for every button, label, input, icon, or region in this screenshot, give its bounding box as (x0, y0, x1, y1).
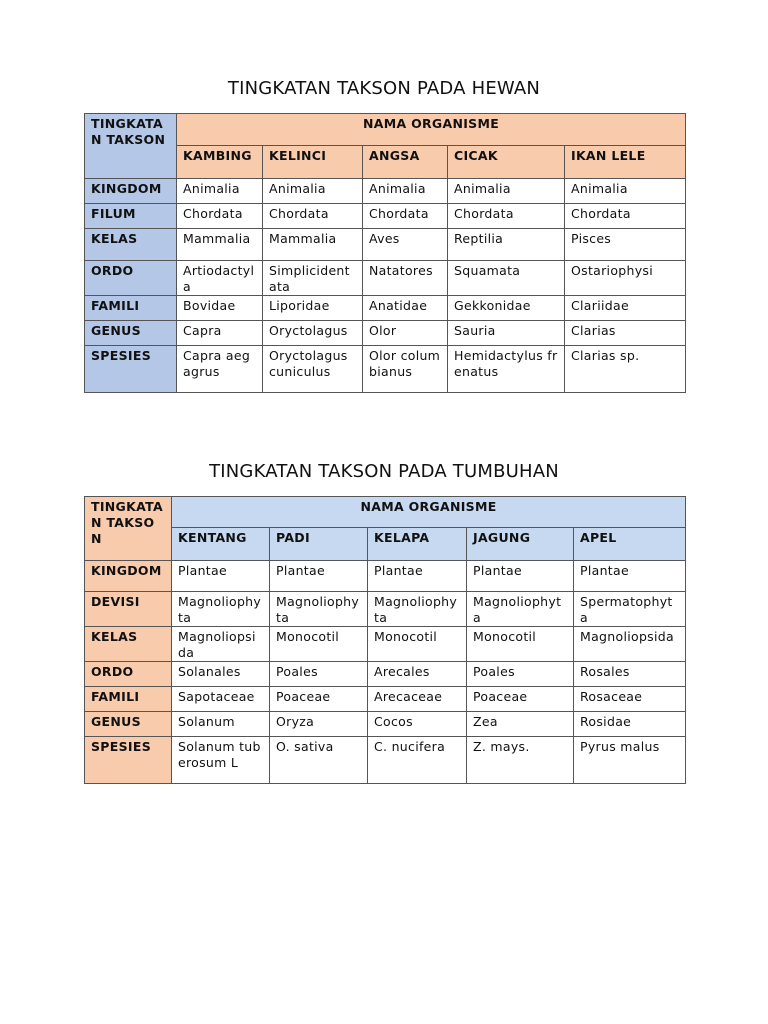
table-row (85, 592, 686, 627)
table-cell: Poales (467, 662, 574, 687)
hewan-group-header: NAMA ORGANISME (177, 114, 686, 146)
hewan-organism-header: KAMBING (177, 146, 263, 179)
table-cell: Plantae (172, 561, 270, 592)
table-cell: Chordata (565, 204, 686, 229)
rank-label: KINGDOM (85, 561, 172, 592)
table-cell: Solanum (172, 712, 270, 737)
rank-label: KELAS (85, 627, 172, 662)
table-cell: Chordata (263, 204, 363, 229)
table-cell: Solanales (172, 662, 270, 687)
table-cell: Plantae (368, 561, 467, 592)
table-cell: Natatores (363, 261, 448, 296)
table-row (85, 627, 686, 662)
table-cell: Solanum tuberosum L (172, 737, 270, 784)
rank-label: FAMILI (85, 687, 172, 712)
table-cell: Magnoliophyta (368, 592, 467, 627)
hewan-corner-header: TINGKATAN TAKSON (85, 114, 177, 179)
table-cell: Poaceae (270, 687, 368, 712)
rank-label: GENUS (85, 321, 177, 346)
table-cell: Hemidactylus frenatus (448, 346, 565, 393)
table-row (85, 204, 686, 229)
hewan-organism-header: ANGSA (363, 146, 448, 179)
rank-label: KINGDOM (85, 179, 177, 204)
table-cell: Pisces (565, 229, 686, 261)
rank-label: FAMILI (85, 296, 177, 321)
table-cell: Zea (467, 712, 574, 737)
table-cell: Animalia (177, 179, 263, 204)
table-cell: Animalia (448, 179, 565, 204)
table-row (85, 296, 686, 321)
rank-label: DEVISI (85, 592, 172, 627)
table-row (85, 687, 686, 712)
table-cell: Olor columbianus (363, 346, 448, 393)
table-cell: Z. mays. (467, 737, 574, 784)
table-cell: Plantae (574, 561, 686, 592)
table-cell: Monocotil (270, 627, 368, 662)
table-cell: Sapotaceae (172, 687, 270, 712)
rank-label: KELAS (85, 229, 177, 261)
table-cell: Sauria (448, 321, 565, 346)
table-cell: Clarias sp. (565, 346, 686, 393)
rank-label: ORDO (85, 662, 172, 687)
table-cell: Bovidae (177, 296, 263, 321)
table-cell: Cocos (368, 712, 467, 737)
table-cell: Animalia (263, 179, 363, 204)
tumbuhan-organism-header: JAGUNG (467, 528, 574, 561)
table-cell: Animalia (565, 179, 686, 204)
table-row (85, 662, 686, 687)
table-cell: Capra (177, 321, 263, 346)
hewan-title: TINGKATAN TAKSON PADA HEWAN (227, 78, 541, 99)
table-cell: Monocotil (467, 627, 574, 662)
hewan-organism-header: IKAN LELE (565, 146, 686, 179)
table-cell: Plantae (270, 561, 368, 592)
tumbuhan-organism-header: KENTANG (172, 528, 270, 561)
table-cell: Oryza (270, 712, 368, 737)
table-cell: Ostariophysi (565, 261, 686, 296)
table-row (85, 561, 686, 592)
table-cell: Magnoliopsida (172, 627, 270, 662)
table-cell: Rosidae (574, 712, 686, 737)
table-row (85, 321, 686, 346)
table-cell: Reptilia (448, 229, 565, 261)
rank-label: SPESIES (85, 346, 177, 393)
table-cell: Pyrus malus (574, 737, 686, 784)
table-cell: Capra aegagrus (177, 346, 263, 393)
table-cell: Magnoliophyta (467, 592, 574, 627)
table-cell: Gekkonidae (448, 296, 565, 321)
table-row (85, 737, 686, 784)
tumbuhan-organism-header: KELAPA (368, 528, 467, 561)
rank-label: SPESIES (85, 737, 172, 784)
table-cell: Oryctolagus cuniculus (263, 346, 363, 393)
table-cell: Mammalia (263, 229, 363, 261)
table-cell: Olor (363, 321, 448, 346)
tumbuhan-taxonomy-table (84, 496, 686, 784)
table-cell: Aves (363, 229, 448, 261)
table-cell: Chordata (177, 204, 263, 229)
rank-label: ORDO (85, 261, 177, 296)
table-row (85, 261, 686, 296)
table-cell: Poaceae (467, 687, 574, 712)
tumbuhan-organism-header: PADI (270, 528, 368, 561)
table-cell: O. sativa (270, 737, 368, 784)
table-row (85, 229, 686, 261)
hewan-organism-header: KELINCI (263, 146, 363, 179)
table-row (85, 346, 686, 393)
tumbuhan-title: TINGKATAN TAKSON PADA TUMBUHAN (209, 461, 559, 482)
tumbuhan-organism-header: APEL (574, 528, 686, 561)
table-cell: Magnoliophyta (270, 592, 368, 627)
table-cell: Artiodactyla (177, 261, 263, 296)
table-cell: Oryctolagus (263, 321, 363, 346)
table-cell: Poales (270, 662, 368, 687)
table-cell: Rosaceae (574, 687, 686, 712)
rank-label: FILUM (85, 204, 177, 229)
table-cell: Clarias (565, 321, 686, 346)
table-row (85, 712, 686, 737)
table-cell: Liporidae (263, 296, 363, 321)
table-cell: Animalia (363, 179, 448, 204)
table-cell: Arecaceae (368, 687, 467, 712)
table-cell: Arecales (368, 662, 467, 687)
table-cell: Plantae (467, 561, 574, 592)
table-cell: Spermatophyta (574, 592, 686, 627)
table-cell: Chordata (448, 204, 565, 229)
table-cell: Mammalia (177, 229, 263, 261)
table-cell: Anatidae (363, 296, 448, 321)
table-cell: Monocotil (368, 627, 467, 662)
table-cell: Clariidae (565, 296, 686, 321)
table-cell: Chordata (363, 204, 448, 229)
hewan-organism-header: CICAK (448, 146, 565, 179)
table-cell: C. nucifera (368, 737, 467, 784)
table-cell: Magnoliopsida (574, 627, 686, 662)
table-row (85, 179, 686, 204)
table-cell: Magnoliophyta (172, 592, 270, 627)
table-cell: Rosales (574, 662, 686, 687)
tumbuhan-group-header: NAMA ORGANISME (172, 497, 686, 528)
table-cell: Squamata (448, 261, 565, 296)
hewan-taxonomy-table (84, 113, 686, 393)
rank-label: GENUS (85, 712, 172, 737)
table-cell: Simplicidentata (263, 261, 363, 296)
tumbuhan-corner-header: TINGKATAN TAKSON (85, 497, 172, 561)
